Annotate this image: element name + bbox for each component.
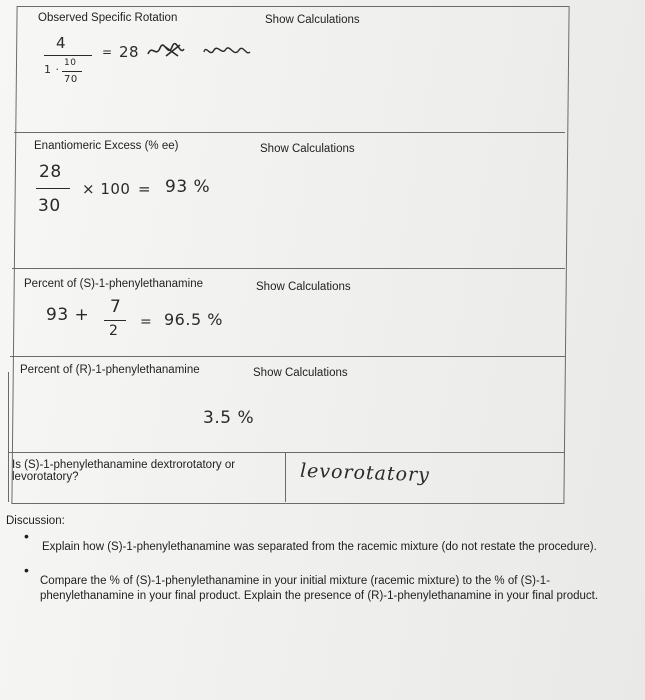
percent-s-show-calc: Show Calculations [256,281,351,293]
rotation-equals: = [102,45,113,59]
scribbled-out-text [144,40,264,62]
rotation-fraction-bar [44,55,92,56]
row-divider-4 [8,452,565,453]
rotation-numerator: 4 [56,34,67,52]
ee-show-calc: Show Calculations [260,143,355,155]
percent-s-equals: = [140,314,153,330]
ee-result: 93 % [165,177,211,197]
percent-s-label: Percent of (S)-1-phenylethanamine [24,278,203,290]
row-divider-2 [12,268,565,269]
bullet-dot-1: • [24,528,29,544]
row-divider-1 [14,132,565,133]
ee-label: Enantiomeric Excess (% ee) [34,140,179,152]
rotation-inner-numerator: 10 [64,58,77,68]
rotation-result: 28 [119,43,140,61]
row-divider-3 [10,356,565,357]
ee-fraction-bar [36,188,70,189]
percent-r-result: 3.5 % [203,408,255,428]
rotation-inner-fraction-bar [62,71,82,72]
observed-rotation-label: Observed Specific Rotation [38,12,178,24]
rotation-question: Is (S)-1-phenylethanamine dextrorotatory or levorotatory? [12,459,236,483]
percent-s-denominator: 2 [109,323,119,339]
percent-r-label: Percent of (R)-1-phenylethanamine [20,364,200,376]
answer-cell-divider [285,452,286,502]
percent-r-show-calc: Show Calculations [253,367,348,379]
bullet-dot-2: • [24,562,29,578]
ee-equals: = [138,180,152,198]
percent-s-lhs: 93 + [46,305,90,325]
discussion-heading: Discussion: [6,515,65,527]
discussion-bullet-2: Compare the % of (S)-1-phenylethanamine in your initial mixture (racemic mixture) to the % of (S)-1-phenylethanamine in your final product. Explain the presence of (R)-1-phenylethanamine in your final product. [40,575,599,602]
rotation-answer: levorotatory [299,459,431,487]
ee-numerator: 28 [39,162,62,182]
ee-denominator: 30 [38,196,61,216]
percent-s-fraction-bar [104,320,126,321]
percent-s-result: 96.5 % [164,310,223,329]
percent-s-numerator: 7 [110,297,122,317]
observed-rotation-show-calc: Show Calculations [265,14,360,26]
ee-times: × 100 [82,180,131,198]
table-left-border [8,372,9,502]
discussion-bullet-1: Explain how (S)-1-phenylethanamine was separated from the racemic mixture (do not restate the procedure). [42,541,597,553]
calculation-table [11,6,569,504]
rotation-denominator-prefix: 1 · [44,63,60,76]
rotation-inner-denominator: 70 [64,74,78,85]
